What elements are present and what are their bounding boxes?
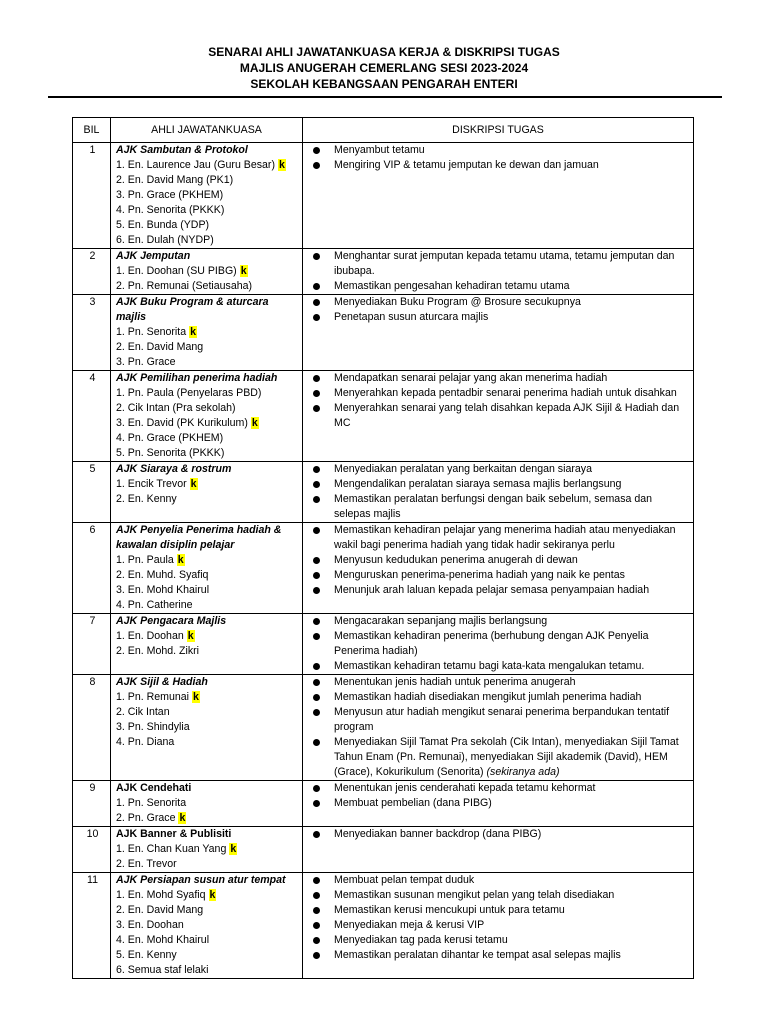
- member-line: [116, 188, 299, 203]
- member-line: [116, 948, 299, 963]
- task-cell: [303, 675, 694, 781]
- task-item: [308, 781, 690, 796]
- task-item: [308, 462, 690, 477]
- table-row: [73, 143, 694, 249]
- member-name: 4. En. Mohd Khairul: [116, 934, 210, 946]
- task-text: Menyusun atur hadiah mengikut senarai penerima berpandukan tentatif program: [334, 706, 670, 733]
- task-text: Memastikan kehadiran pelajar yang menerima hadiah atau menyediakan wakil bagi penerima hadiah yang tidak hadir sekiranya perlu: [334, 524, 676, 551]
- member-name: 4. Pn. Grace (PKHEM): [116, 432, 224, 444]
- committee-cell: [111, 614, 303, 675]
- member-line: [116, 842, 299, 857]
- committee-title: AJK Penyelia Penerima hadiah & kawalan disiplin pelajar: [116, 524, 282, 551]
- member-name: 3. En. Doohan: [116, 919, 184, 931]
- member-name: 1. Pn. Senorita: [116, 797, 187, 809]
- member-name: 3. Pn. Grace: [116, 356, 176, 368]
- task-item: [308, 401, 690, 431]
- member-name: 2. En. Muhd. Syafiq: [116, 569, 209, 581]
- table-row: [73, 249, 694, 295]
- task-item: [308, 523, 690, 553]
- task-item: [308, 583, 690, 598]
- member-line: [116, 233, 299, 248]
- task-item: [308, 568, 690, 583]
- chairman-mark: k: [240, 265, 247, 277]
- member-name: 1. Pn. Paula (Penyelaras PBD): [116, 387, 262, 399]
- task-item: [308, 143, 690, 158]
- member-line: [116, 477, 299, 492]
- row-number: 2: [73, 249, 111, 295]
- member-name: 3. Pn. Grace (PKHEM): [116, 189, 224, 201]
- chairman-mark: k: [193, 691, 199, 703]
- task-item: [308, 279, 690, 294]
- committee-cell: [111, 462, 303, 523]
- member-name: 4. Pn. Catherine: [116, 599, 193, 611]
- task-text: Menyediakan banner backdrop (dana PIBG): [334, 828, 542, 840]
- member-line: [116, 401, 299, 416]
- member-line: [116, 629, 299, 644]
- member-name: 3. En. Mohd Khairul: [116, 584, 210, 596]
- chairman-mark: k: [190, 326, 196, 338]
- member-name: 1. Pn. Senorita: [116, 326, 187, 338]
- task-text: Menyambut tetamu: [334, 144, 425, 156]
- task-text: Menyediakan tag pada kerusi tetamu: [334, 934, 508, 946]
- committee-title: AJK Siaraya & rostrum: [116, 463, 232, 475]
- committee-title: AJK Buku Program & aturcara majlis: [116, 296, 269, 323]
- task-list: [308, 462, 690, 522]
- committee-title: AJK Banner & Publisiti: [116, 828, 232, 840]
- chairman-mark: k: [251, 417, 258, 429]
- member-name: 2. En. Mohd. Zikri: [116, 645, 200, 657]
- member-line: [116, 903, 299, 918]
- committee-title: AJK Sijil & Hadiah: [116, 676, 208, 688]
- table-row: [73, 781, 694, 827]
- task-item: [308, 796, 690, 811]
- row-number: 6: [73, 523, 111, 614]
- task-text: Mendapatkan senarai pelajar yang akan menerima hadiah: [334, 372, 608, 384]
- task-text: Memastikan peralatan dihantar ke tempat asal selepas majlis: [334, 949, 621, 961]
- task-cell: [303, 781, 694, 827]
- member-line: [116, 918, 299, 933]
- member-line: [116, 735, 299, 750]
- member-line: [116, 203, 299, 218]
- task-text: Memastikan peralatan berfungsi dengan baik sebelum, semasa dan selepas majlis: [334, 493, 653, 520]
- committee-title: AJK Pengacara Majlis: [116, 615, 227, 627]
- task-item: [308, 371, 690, 386]
- member-name: 1. En. Laurence Jau (Guru Besar): [116, 159, 275, 171]
- row-number: 5: [73, 462, 111, 523]
- member-line: [116, 264, 299, 279]
- member-line: [116, 355, 299, 370]
- task-cell: [303, 249, 694, 295]
- table-row: [73, 614, 694, 675]
- member-line: [116, 553, 299, 568]
- member-line: [116, 279, 299, 294]
- task-list: [308, 873, 690, 963]
- task-item: [308, 553, 690, 568]
- committee-title: AJK Sambutan & Protokol: [116, 144, 248, 156]
- task-list: [308, 781, 690, 811]
- committee-cell: [111, 143, 303, 249]
- task-text: Memastikan susunan mengikut pelan yang telah disediakan: [334, 889, 615, 901]
- task-cell: [303, 873, 694, 979]
- member-name: 4. Pn. Senorita (PKKK): [116, 204, 225, 216]
- member-name: 2. En. Kenny: [116, 493, 177, 505]
- member-name: 2. Pn. Grace: [116, 812, 176, 824]
- member-line: [116, 416, 299, 431]
- task-cell: [303, 614, 694, 675]
- task-text: Menyusun kedudukan penerima anugerah di dewan: [334, 554, 578, 566]
- task-item: [308, 735, 690, 780]
- task-text: Menentukan jenis cenderahati kepada tetamu kehormat: [334, 782, 596, 794]
- task-cell: [303, 523, 694, 614]
- committee-title: AJK Pemilihan penerima hadiah: [116, 372, 278, 384]
- committee-table: [72, 117, 694, 979]
- member-name: 2. Cik Intan: [116, 706, 170, 718]
- member-line: [116, 811, 299, 826]
- chairman-mark: k: [187, 630, 194, 642]
- member-line: [116, 492, 299, 507]
- task-item: [308, 903, 690, 918]
- chairman-mark: k: [209, 889, 216, 901]
- task-text: Memastikan kerusi mencukupi untuk para tetamu: [334, 904, 565, 916]
- committee-cell: [111, 827, 303, 873]
- task-item: [308, 705, 690, 735]
- table-row: [73, 462, 694, 523]
- member-line: [116, 690, 299, 705]
- task-text: Menguruskan penerima-penerima hadiah yang naik ke pentas: [334, 569, 625, 581]
- column-header-bil: BIL: [73, 118, 111, 143]
- task-text: Menyediakan Buku Program @ Brosure secukupnya: [334, 296, 581, 308]
- member-name: 2. En. David Mang (PK1): [116, 174, 234, 186]
- task-item: [308, 873, 690, 888]
- member-name: 2. En. David Mang: [116, 904, 204, 916]
- member-name: 6. En. Dulah (NYDP): [116, 234, 214, 246]
- committee-cell: [111, 249, 303, 295]
- member-line: [116, 720, 299, 735]
- task-cell: [303, 143, 694, 249]
- member-name: 1. Encik Trevor: [116, 478, 187, 490]
- member-line: [116, 218, 299, 233]
- task-list: [308, 675, 690, 780]
- task-item: [308, 477, 690, 492]
- member-name: 2. Cik Intan (Pra sekolah): [116, 402, 236, 414]
- committee-title: AJK Jemputan: [116, 250, 191, 262]
- column-header-tugas: DISKRIPSI TUGAS: [303, 118, 694, 143]
- committee-cell: [111, 523, 303, 614]
- member-name: 1. En. Mohd Syafiq: [116, 889, 206, 901]
- member-name: 5. En. Bunda (YDP): [116, 219, 210, 231]
- committee-title: AJK Persiapan susun atur tempat: [116, 874, 286, 886]
- member-name: 2. Pn. Remunai (Setiausaha): [116, 280, 253, 292]
- member-line: [116, 705, 299, 720]
- task-cell: [303, 462, 694, 523]
- task-item: [308, 948, 690, 963]
- table-header-row: [73, 118, 694, 143]
- task-text: Membuat pelan tempat duduk: [334, 874, 475, 886]
- row-number: 9: [73, 781, 111, 827]
- task-item: [308, 492, 690, 522]
- task-text: Mengendalikan peralatan siaraya semasa majlis berlangsung: [334, 478, 622, 490]
- task-text: Mengiring VIP & tetamu jemputan ke dewan dan jamuan: [334, 159, 599, 171]
- table-row: [73, 675, 694, 781]
- task-text: Memastikan kehadiran penerima (berhubung dengan AJK Penyelia Penerima hadiah): [334, 630, 649, 657]
- task-item: [308, 690, 690, 705]
- task-item: [308, 249, 690, 279]
- header-rule: [48, 96, 722, 98]
- member-line: [116, 568, 299, 583]
- member-name: 3. En. David (PK Kurikulum): [116, 417, 248, 429]
- chairman-mark: k: [230, 843, 237, 855]
- task-text: Membuat pembelian (dana PIBG): [334, 797, 492, 809]
- task-item: [308, 918, 690, 933]
- member-name: 2. En. David Mang: [116, 341, 204, 353]
- task-item: [308, 659, 690, 674]
- task-item: [308, 675, 690, 690]
- task-text: Menyediakan peralatan yang berkaitan dengan siaraya: [334, 463, 592, 475]
- row-number: 3: [73, 295, 111, 371]
- row-number: 10: [73, 827, 111, 873]
- task-note: (sekiranya ada): [486, 766, 560, 778]
- chairman-mark: k: [179, 812, 186, 824]
- member-name: 1. En. Doohan: [116, 630, 184, 642]
- member-line: [116, 796, 299, 811]
- task-item: [308, 888, 690, 903]
- task-item: [308, 158, 690, 173]
- committee-cell: [111, 675, 303, 781]
- committee-cell: [111, 873, 303, 979]
- member-line: [116, 963, 299, 978]
- task-list: [308, 371, 690, 431]
- member-line: [116, 431, 299, 446]
- task-list: [308, 143, 690, 173]
- header-event: MAJLIS ANUGERAH CEMERLANG SESI 2023-2024: [239, 61, 529, 75]
- committee-cell: [111, 295, 303, 371]
- document-header: [0, 44, 768, 92]
- table-row: [73, 523, 694, 614]
- member-name: 4. Pn. Diana: [116, 736, 175, 748]
- task-text: Mengacarakan sepanjang majlis berlangsung: [334, 615, 548, 627]
- table-row: [73, 295, 694, 371]
- member-name: 3. Pn. Shindylia: [116, 721, 190, 733]
- member-name: 1. Pn. Paula: [116, 554, 174, 566]
- task-cell: [303, 295, 694, 371]
- task-list: [308, 614, 690, 674]
- member-line: [116, 158, 299, 173]
- task-item: [308, 295, 690, 310]
- member-line: [116, 325, 299, 340]
- member-name: 6. Semua staf lelaki: [116, 964, 209, 976]
- task-text: Menentukan jenis hadiah untuk penerima anugerah: [334, 676, 576, 688]
- task-cell: [303, 371, 694, 462]
- column-header-ajk: AHLI JAWATANKUASA: [111, 118, 303, 143]
- member-line: [116, 933, 299, 948]
- task-text: Menyerahkan senarai yang telah disahkan kepada AJK Sijil & Hadiah dan MC: [334, 402, 680, 429]
- member-line: [116, 340, 299, 355]
- task-cell: [303, 827, 694, 873]
- member-name: 1. Pn. Remunai: [116, 691, 190, 703]
- task-item: [308, 629, 690, 659]
- task-text: Penetapan susun aturcara majlis: [334, 311, 489, 323]
- member-line: [116, 173, 299, 188]
- task-item: [308, 933, 690, 948]
- member-line: [116, 888, 299, 903]
- member-name: 5. Pn. Senorita (PKKK): [116, 447, 225, 459]
- table-row: [73, 873, 694, 979]
- committee-cell: [111, 371, 303, 462]
- task-text: Memastikan pengesahan kehadiran tetamu utama: [334, 280, 570, 292]
- task-text: Menyediakan Sijil Tamat Pra sekolah (Cik Intan), menyediakan Sijil Tamat Tahun Enam (Pn. Remunai), menyediakan Sijil akademik (David), HEM (Grace), Kokurikulum (Senorita): [334, 736, 679, 778]
- task-text: Menyediakan meja & kerusi VIP: [334, 919, 485, 931]
- task-list: [308, 249, 690, 294]
- table-row: [73, 827, 694, 873]
- committee-cell: [111, 781, 303, 827]
- member-name: 5. En. Kenny: [116, 949, 177, 961]
- task-text: Menunjuk arah laluan kepada pelajar semasa penyampaian hadiah: [334, 584, 650, 596]
- chairman-mark: k: [190, 478, 197, 490]
- row-number: 8: [73, 675, 111, 781]
- task-list: [308, 827, 690, 842]
- row-number: 4: [73, 371, 111, 462]
- committee-title: AJK Cendehati: [116, 782, 192, 794]
- member-name: 2. En. Trevor: [116, 858, 177, 870]
- task-item: [308, 827, 690, 842]
- chairman-mark: k: [177, 554, 184, 566]
- table-row: [73, 371, 694, 462]
- task-item: [308, 614, 690, 629]
- row-number: 11: [73, 873, 111, 979]
- task-list: [308, 523, 690, 598]
- row-number: 1: [73, 143, 111, 249]
- member-name: 1. En. Doohan (SU PIBG): [116, 265, 237, 277]
- task-item: [308, 386, 690, 401]
- task-text: Memastikan kehadiran tetamu bagi kata-kata mengalukan tetamu.: [334, 660, 645, 672]
- task-item: [308, 310, 690, 325]
- member-line: [116, 857, 299, 872]
- member-line: [116, 446, 299, 461]
- row-number: 7: [73, 614, 111, 675]
- member-line: [116, 583, 299, 598]
- member-line: [116, 598, 299, 613]
- member-line: [116, 386, 299, 401]
- task-text: Menyerahkan kepada pentadbir senarai penerima hadiah untuk disahkan: [334, 387, 677, 399]
- member-line: [116, 644, 299, 659]
- header-school: SEKOLAH KEBANGSAAN PENGARAH ENTERI: [250, 77, 518, 91]
- task-text: Menghantar surat jemputan kepada tetamu utama, tetamu jemputan dan ibubapa.: [334, 250, 675, 277]
- member-name: 1. En. Chan Kuan Yang: [116, 843, 227, 855]
- header-title: SENARAI AHLI JAWATANKUASA KERJA & DISKRIPSI TUGAS: [208, 45, 560, 59]
- chairman-mark: k: [279, 159, 285, 171]
- task-text: Memastikan hadiah disediakan mengikut jumlah penerima hadiah: [334, 691, 642, 703]
- task-list: [308, 295, 690, 325]
